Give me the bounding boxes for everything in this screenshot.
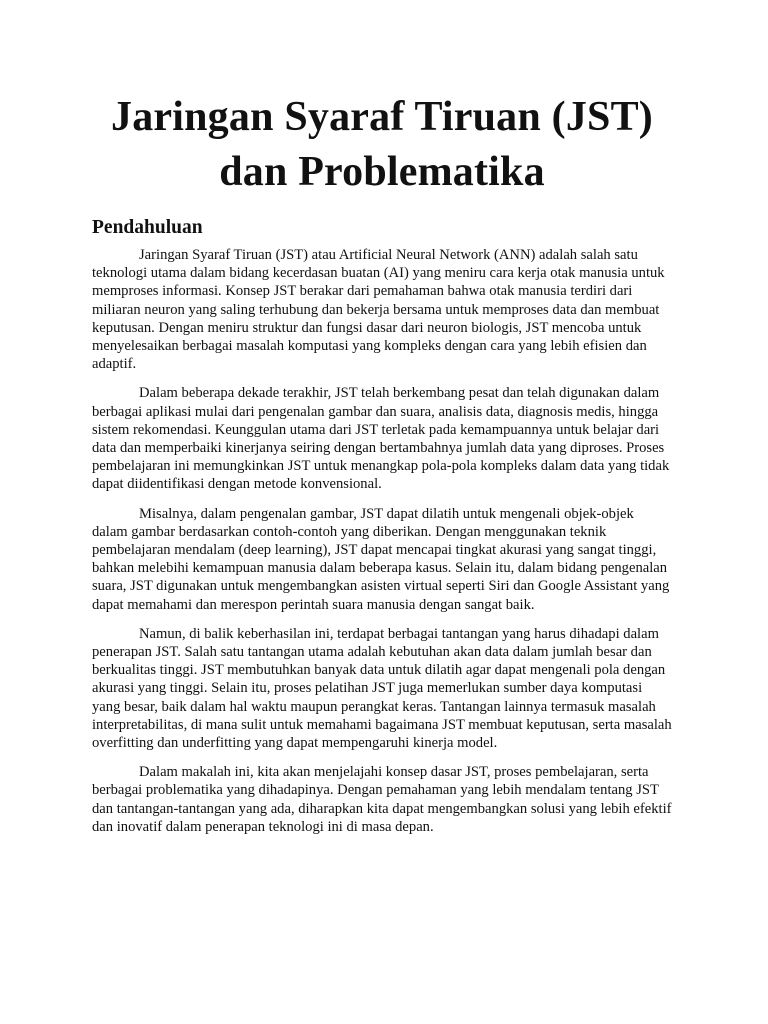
paragraph-3: Misalnya, dalam pengenalan gambar, JST dapat dilatih untuk mengenali objek-objek dalam gambar berdasarkan contoh-contoh yang diberikan. Dengan menggunakan teknik pembelajaran mendalam (deep learning), JST dapat mencapai tingkat akurasi yang sangat tinggi, bahkan melebihi kemampuan manusia dalam beberapa kasus. Selain itu, dalam bidang pengenalan suara, JST digunakan untuk mengembangkan asisten virtual seperti Siri dan Google Assistant yang dapat memahami dan merespon perintah suara manusia dengan sangat baik. (92, 505, 670, 613)
paragraph-5: Dalam makalah ini, kita akan menjelajahi konsep dasar JST, proses pembelajaran, serta berbagai problematika yang dihadapinya. Dengan pemahaman yang lebih mendalam tentang JST dan tantangan-tantangan yang ada, diharapkan kita dapat mengembangkan solusi yang lebih efektif dan inovatif dalam penerapan teknologi ini di masa depan. (92, 764, 672, 835)
document-title: Jaringan Syaraf Tiruan (JST) dan Problematika (111, 94, 653, 195)
paragraph-2: Dalam beberapa dekade terakhir, JST telah berkembang pesat dan telah digunakan dalam berbagai aplikasi mulai dari pengenalan gambar dan suara, analisis data, diagnosis medis, hingga sistem rekomendasi. Keunggulan utama dari JST terletak pada kemampuannya untuk belajar dari data dan memperbaiki kinerjanya seiring dengan bertambahnya jumlah data yang diproses. Proses pembelajaran ini memungkinkan JST untuk menangkap pola-pola kompleks dalam data yang tidak dapat diidentifikasi dengan metode konvensional. (92, 385, 670, 493)
paragraph-1: Jaringan Syaraf Tiruan (JST) atau Artificial Neural Network (ANN) adalah salah satu teknologi utama dalam bidang kecerdasan buatan (AI) yang meniru cara kerja otak manusia untuk memproses informasi. Konsep JST berakar dari pemahaman bahwa otak manusia terdiri dari miliaran neuron yang saling terhubung dan bekerja bersama untuk memproses data dan membuat keputusan. Dengan meniru struktur dan fungsi dasar dari neuron biologis, JST mencoba untuk menyelesaikan berbagai masalah komputasi yang kompleks dengan cara yang lebih efisien dan adaptif. (92, 247, 665, 373)
document-page (92, 82, 672, 847)
section-heading: Pendahuluan (92, 217, 203, 238)
paragraph-4: Namun, di balik keberhasilan ini, terdapat berbagai tantangan yang harus dihadapi dalam penerapan JST. Salah satu tantangan utama adalah kebutuhan akan data dalam jumlah besar dan berkualitas tinggi. JST membutuhkan banyak data untuk dilatih agar dapat mengenali pola dengan akurasi yang tinggi. Selain itu, proses pelatihan JST juga memerlukan sumber daya komputasi yang besar, baik dalam hal waktu maupun perangkat keras. Tantangan lainnya termasuk masalah interpretabilitas, di mana sulit untuk memahami bagaimana JST membuat keputusan, serta masalah overfitting dan underfitting yang dapat mempengaruhi kinerja model. (92, 625, 672, 752)
